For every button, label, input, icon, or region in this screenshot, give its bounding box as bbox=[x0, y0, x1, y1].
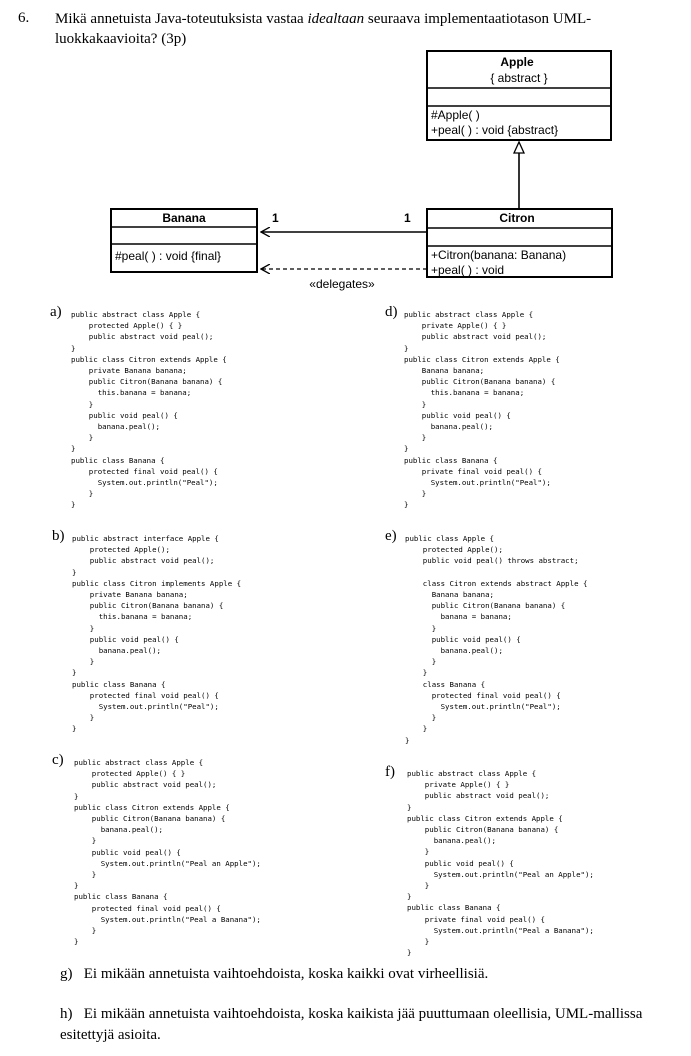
option-e-code: public class Apple { protected Apple(); public void peal() throws abstract; class Citron extends abstract Apple { Banana banana; public Citron(Banana banana) { banana = banana; } public void peal() { banana.peal(); } } class Banana { protected final void peal() { System.out.println("Peal"); } } } bbox=[405, 534, 588, 745]
delegates-label: «delegates» bbox=[309, 277, 375, 291]
multiplicity-banana: 1 bbox=[272, 211, 279, 225]
uml-class-diagram bbox=[0, 0, 691, 300]
option-f-code: public abstract class Apple { private Apple() { } public abstract void peal(); } public class Citron extends Apple { public Citron(Banana banana) { banana.peal(); } public void peal() { System.out.println("Peal an Apple"); } } public class Banana { private final void peal() { System.out.println("Peal a Banana"); } } bbox=[407, 769, 594, 958]
answer-h-label: h) bbox=[60, 1006, 73, 1022]
question-number: 6. bbox=[18, 10, 30, 26]
delegates-dependency bbox=[261, 269, 427, 291]
apple-class-name: Apple bbox=[500, 55, 534, 69]
answer-g bbox=[60, 964, 670, 985]
citron-constructor: +Citron(banana: Banana) bbox=[431, 248, 567, 262]
option-b-label: b) bbox=[52, 528, 65, 544]
multiplicity-citron: 1 bbox=[404, 211, 411, 225]
option-d-label: d) bbox=[385, 304, 398, 320]
option-c-code: public abstract class Apple { protected Apple() { } public abstract void peal(); } public class Citron extends Apple { public Citron(Banana banana) { banana.peal(); } public void peal() { System.out.println("Peal an Apple"); } } public class Banana { protected final void peal() { System.out.println("Peal a Banana"); } } bbox=[74, 758, 261, 947]
question-text-after: seuraava implementaatiotason UML-luokkakaavioita? (3p) bbox=[55, 11, 592, 47]
option-c-label: c) bbox=[52, 752, 64, 768]
apple-peal-operation: +peal( ) : void {abstract} bbox=[431, 123, 559, 137]
apple-stereotype: { abstract } bbox=[490, 71, 548, 85]
option-b-code: public abstract interface Apple { protected Apple(); public abstract void peal(); } public class Citron implements Apple { private Banana banana; public Citron(Banana banana) { this.banana = banana; } public void peal() { banana.peal(); } } public class Banana { protected final void peal() { System.out.println("Peal"); } } bbox=[72, 534, 242, 734]
citron-class bbox=[427, 209, 612, 277]
generalization-arrow bbox=[514, 142, 524, 209]
answer-g-label: g) bbox=[60, 966, 73, 982]
option-d-code: public abstract class Apple { private Apple() { } public abstract void peal(); } public class Citron extends Apple { Banana banana; public Citron(Banana banana) { this.banana = banana; } public void peal() { banana.peal(); } } public class Banana { private final void peal() { System.out.println("Peal"); } } bbox=[404, 310, 560, 510]
citron-peal-operation: +peal( ) : void bbox=[431, 263, 505, 277]
question-text-emphasis: idealtaan bbox=[307, 11, 365, 27]
citron-class-name: Citron bbox=[499, 211, 535, 225]
answer-h-text: Ei mikään annetuista vaihtoehdoista, koska kaikista jää puuttumaan oleellisia, UML-mallissa esitettyjä asioita. bbox=[60, 1006, 643, 1043]
apple-constructor: #Apple( ) bbox=[431, 108, 480, 122]
option-a-label: a) bbox=[50, 304, 62, 320]
option-a-code: public abstract class Apple { protected Apple() { } public abstract void peal(); } public class Citron extends Apple { private Banana banana; public Citron(Banana banana) { this.banana = banana; } public void peal() { banana.peal(); } } public class Banana { protected final void peal() { System.out.println("Peal"); } } bbox=[71, 310, 227, 510]
banana-peal-operation: #peal( ) : void {final} bbox=[115, 249, 222, 263]
answer-h bbox=[60, 1004, 670, 1046]
question-text-before: Mikä annetuista Java-toteutuksista vastaa bbox=[55, 11, 308, 27]
option-e-label: e) bbox=[385, 528, 397, 544]
answer-g-text: Ei mikään annetuista vaihtoehdoista, koska kaikki ovat virheellisiä. bbox=[83, 966, 489, 982]
banana-class-name: Banana bbox=[162, 211, 206, 225]
apple-class bbox=[427, 51, 611, 140]
association-arrow bbox=[261, 211, 427, 232]
banana-class bbox=[111, 209, 257, 272]
option-f-label: f) bbox=[385, 764, 395, 780]
